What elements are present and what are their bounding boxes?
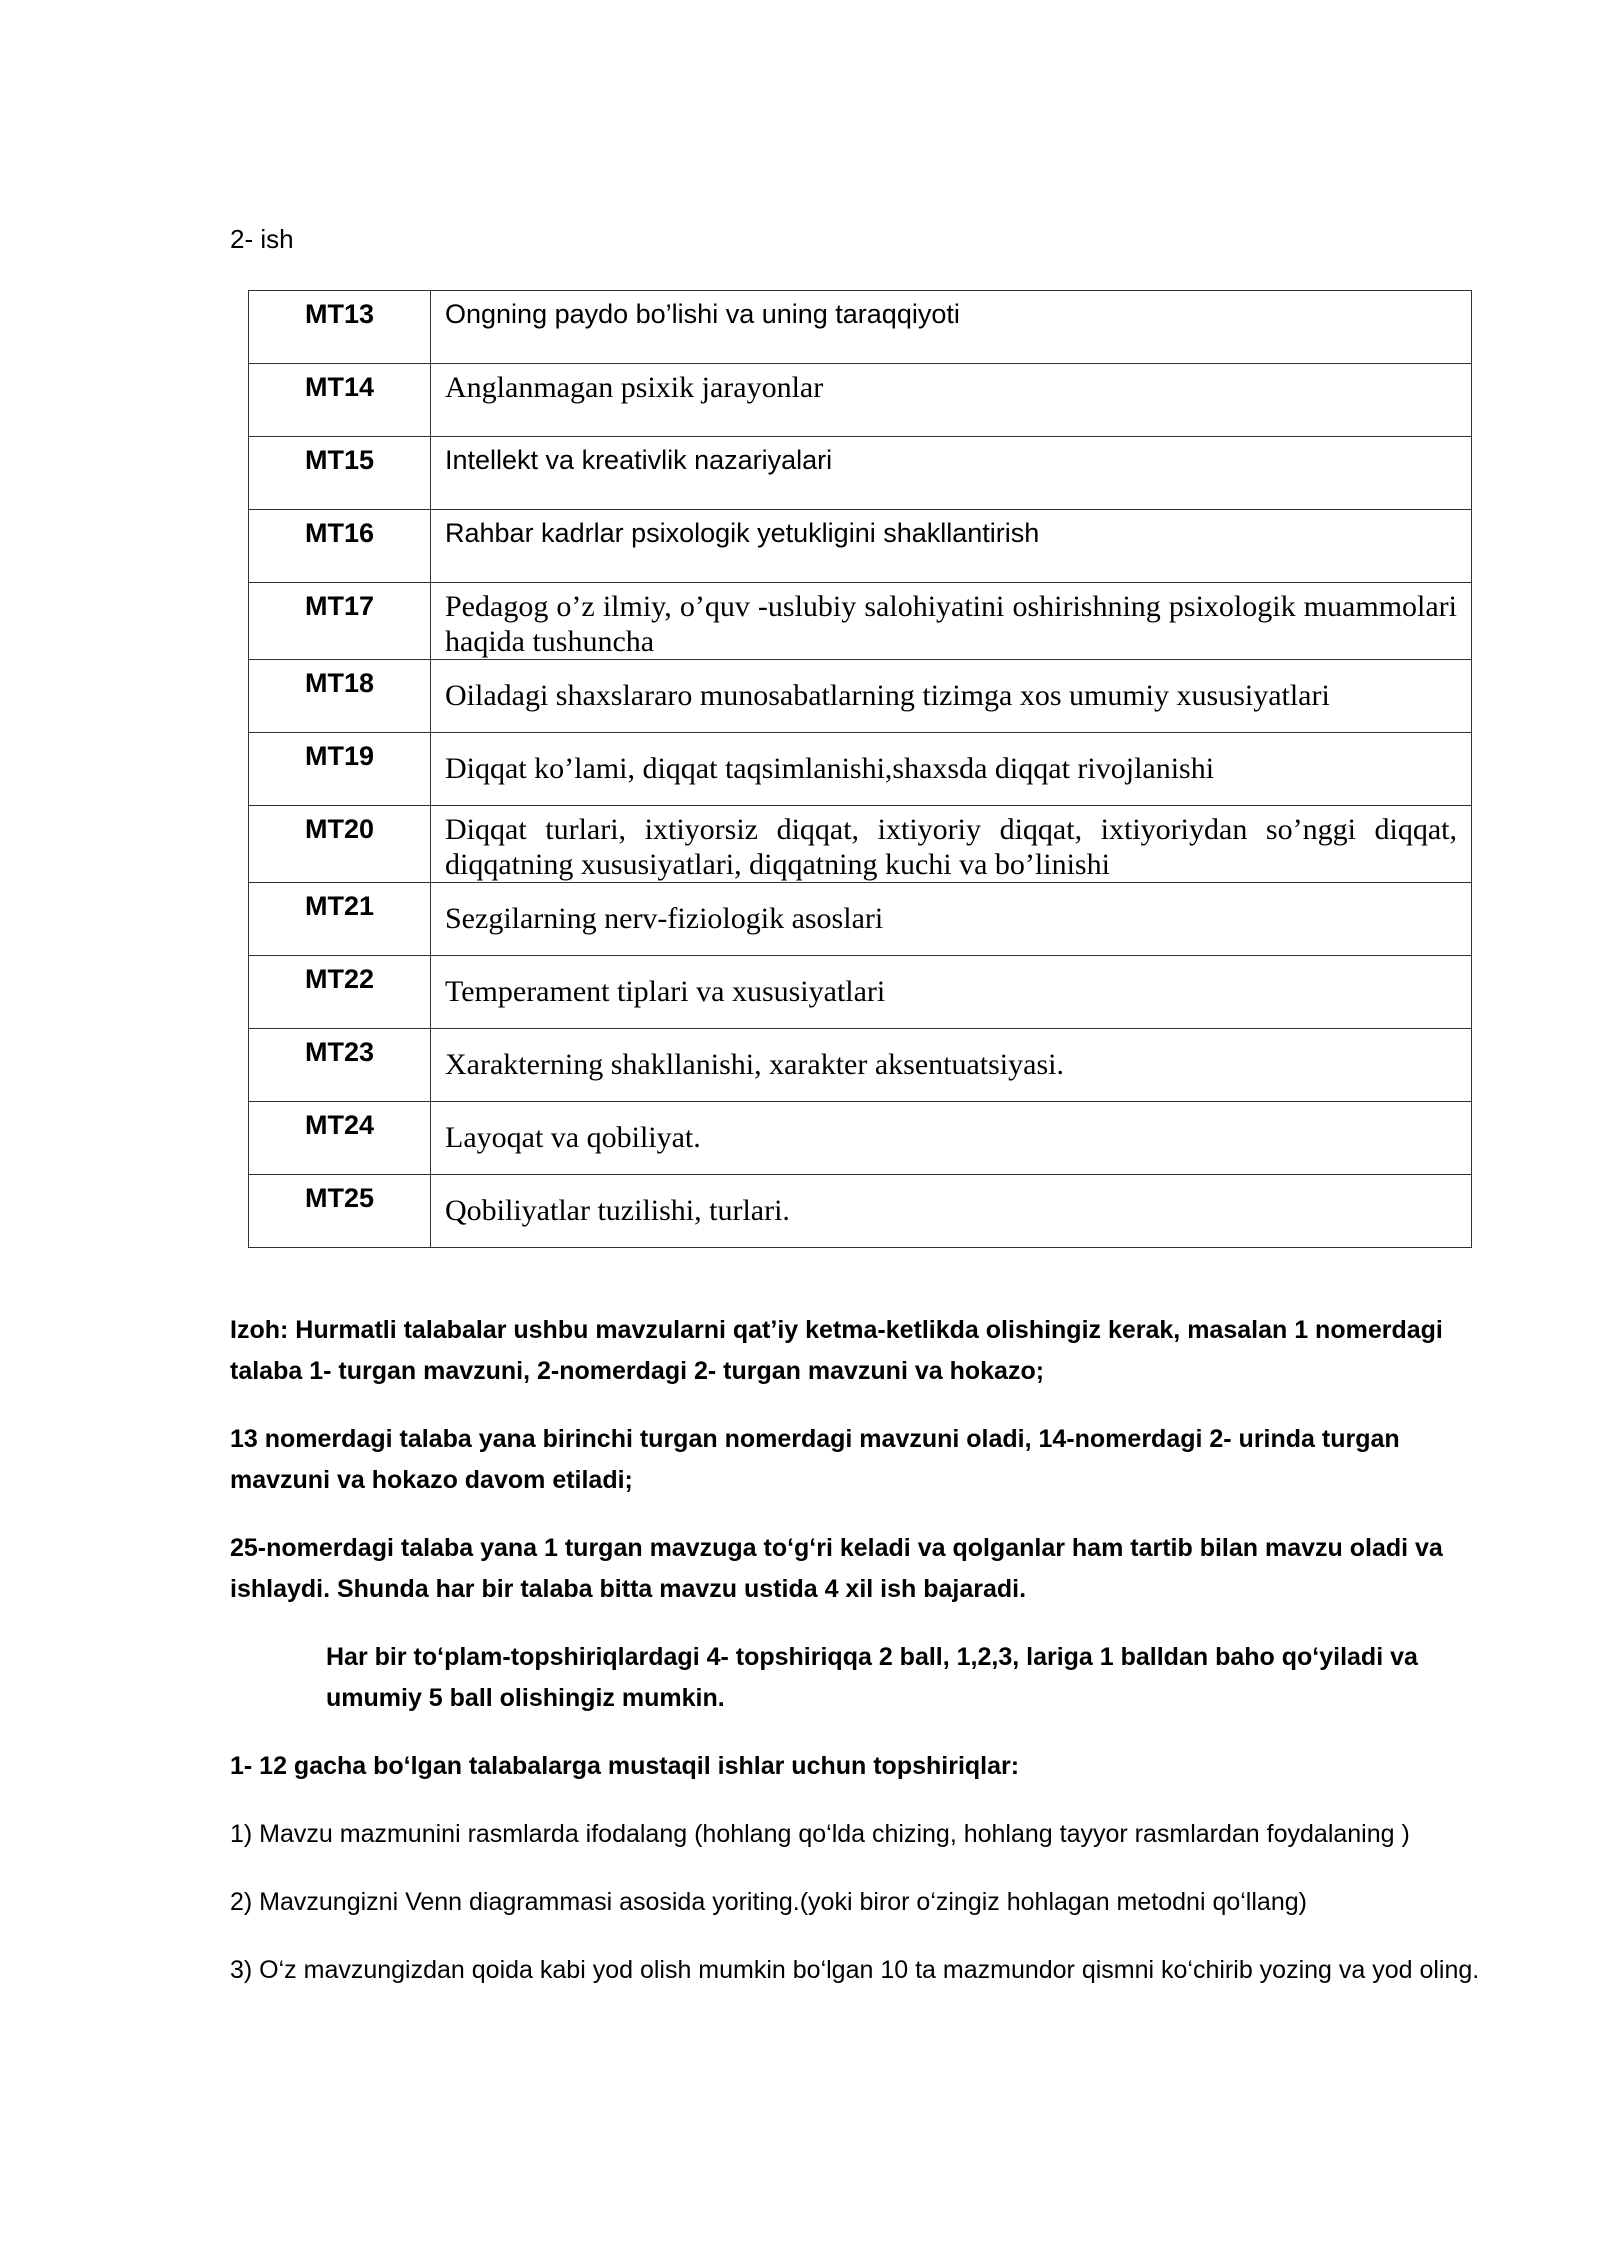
topic-code: MT25 — [249, 1175, 431, 1248]
topic-code: MT21 — [249, 883, 431, 956]
notes-section — [230, 1310, 1480, 2018]
topic-code: MT15 — [249, 437, 431, 510]
topic-title: Diqqat turlari, ixtiyorsiz diqqat, ixtiyoriy diqqat, ixtiyoriydan so’nggi diqqat, diqqatning xususiyatlari, diqqatning kuchi va bo’linishi — [431, 806, 1472, 883]
topic-code: MT23 — [249, 1029, 431, 1102]
topic-title: Oiladagi shaxslararo munosabatlarning tizimga xos umumiy xususiyatlari — [431, 660, 1472, 733]
topics-table — [248, 290, 1472, 1248]
table-row — [249, 806, 1472, 883]
topic-title: Sezgilarning nerv-fiziologik asoslari — [431, 883, 1472, 956]
topic-code: MT14 — [249, 364, 431, 437]
task-item: 1) Mavzu mazmunini rasmlarda ifodalang (hohlang qo‘lda chizing, hohlang tayyor rasmlardan foydalaning ) — [230, 1820, 1410, 1848]
topic-code: MT16 — [249, 510, 431, 583]
topic-title: Pedagog o’z ilmiy, o’quv -uslubiy salohiyatini oshirishning psixologik muammolari haqida tushuncha — [431, 583, 1472, 660]
table-row — [249, 510, 1472, 583]
topic-code: MT20 — [249, 806, 431, 883]
table-row — [249, 1029, 1472, 1102]
table-row — [249, 364, 1472, 437]
grading-paragraph: Har bir to‘plam-topshiriqlardagi 4- topshiriqqa 2 ball, 1,2,3, lariga 1 balldan baho qo‘yiladi va umumiy 5 ball olishingiz mumkin. — [326, 1643, 1418, 1712]
topic-code: MT22 — [249, 956, 431, 1029]
topic-code: MT18 — [249, 660, 431, 733]
note-paragraph: Izoh: Hurmatli talabalar ushbu mavzularni qat’iy ketma-ketlikda olishingiz kerak, masalan 1 nomerdagi talaba 1- turgan mavzuni, 2-nomerdagi 2- turgan mavzuni va hokazo; — [230, 1316, 1443, 1385]
topic-title: Xarakterning shakllanishi, xarakter aksentuatsiyasi. — [431, 1029, 1472, 1102]
topic-title: Qobiliyatlar tuzilishi, turlari. — [431, 1175, 1472, 1248]
note-paragraph: 13 nomerdagi talaba yana birinchi turgan nomerdagi mavzuni oladi, 14-nomerdagi 2- urinda turgan mavzuni va hokazo davom etiladi; — [230, 1425, 1400, 1494]
table-row — [249, 956, 1472, 1029]
table-row — [249, 660, 1472, 733]
topic-code: MT24 — [249, 1102, 431, 1175]
topic-title: Anglanmagan psixik jarayonlar — [431, 364, 1472, 437]
task-item: 2) Mavzungizni Venn diagrammasi asosida yoriting.(yoki biror o‘zingiz hohlagan metodni qo‘llang) — [230, 1888, 1307, 1916]
table-row — [249, 291, 1472, 364]
topic-title: Layoqat va qobiliyat. — [431, 1102, 1472, 1175]
table-row — [249, 1175, 1472, 1248]
topic-code: MT13 — [249, 291, 431, 364]
topic-code: MT17 — [249, 583, 431, 660]
table-row — [249, 883, 1472, 956]
note-paragraph: 25-nomerdagi talaba yana 1 turgan mavzuga to‘g‘ri keladi va qolganlar ham tartib bilan mavzu oladi va ishlaydi. Shunda har bir talaba bitta mavzu ustida 4 xil ish bajaradi. — [230, 1534, 1443, 1603]
topic-title: Rahbar kadrlar psixologik yetukligini shakllantirish — [431, 510, 1472, 583]
table-row — [249, 1102, 1472, 1175]
topic-title: Temperament tiplari va xususiyatlari — [431, 956, 1472, 1029]
topic-title: Diqqat ko’lami, diqqat taqsimlanishi,shaxsda diqqat rivojlanishi — [431, 733, 1472, 806]
topic-code: MT19 — [249, 733, 431, 806]
work-heading: 2- ish — [230, 224, 294, 254]
topic-title: Ongning paydo bo’lishi va uning taraqqiyoti — [431, 291, 1472, 364]
table-row — [249, 437, 1472, 510]
topic-title: Intellekt va kreativlik nazariyalari — [431, 437, 1472, 510]
table-row — [249, 583, 1472, 660]
task-item: 3) O‘z mavzungizdan qoida kabi yod olish mumkin bo‘lgan 10 ta mazmundor qismni ko‘chirib yozing va yod oling. — [230, 1956, 1480, 1984]
table-row — [249, 733, 1472, 806]
tasks-heading: 1- 12 gacha bo‘lgan talabalarga mustaqil ishlar uchun topshiriqlar: — [230, 1752, 1020, 1780]
